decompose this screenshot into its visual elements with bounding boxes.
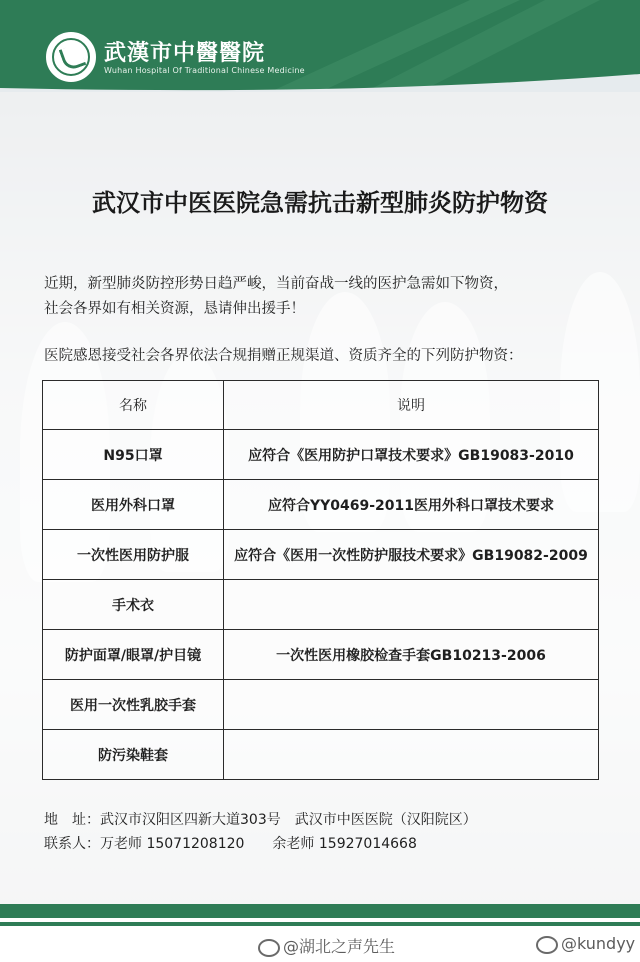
item-name: 医用外科口罩 [43, 480, 224, 530]
item-name: 医用一次性乳胶手套 [43, 680, 224, 730]
table-header-row [43, 381, 599, 430]
hospital-logo [46, 32, 96, 82]
item-name: 一次性医用防护服 [43, 530, 224, 580]
intro-line-2: 社会各界如有相关资源，恳请伸出援手！ [44, 301, 305, 317]
watermark-left-text: @湖北之声先生 [283, 937, 396, 956]
item-desc [224, 730, 599, 780]
header-desc: 说明 [224, 381, 599, 430]
intro-line-3: 医院感恩接受社会各界依法合规捐赠正规渠道、资质齐全的下列防护物资： [44, 348, 523, 364]
table-row [43, 730, 599, 780]
intro-line-1: 近期，新型肺炎防控形势日趋严峻，当前奋战一线的医护急需如下物资， [44, 276, 508, 292]
item-desc [224, 580, 599, 630]
table-row [43, 430, 599, 480]
item-name: 防污染鞋套 [43, 730, 224, 780]
item-name: 手术衣 [43, 580, 224, 630]
header-banner [0, 0, 640, 92]
header-shape [0, 0, 640, 92]
table-row [43, 530, 599, 580]
header-name: 名称 [43, 381, 224, 430]
item-desc: 应符合YY0469-2011医用外科口罩技术要求 [224, 480, 599, 530]
hospital-name: 武漢市中醫醫院 [104, 40, 266, 66]
hospital-name-en: Wuhan Hospital Of Traditional Chinese Medicine [104, 66, 305, 75]
watermark-left [258, 934, 395, 957]
contact-people-line: 联系人：万老师 15071208120 余老师 15927014668 [44, 836, 417, 852]
page-title: 武汉市中医医院急需抗击新型肺炎防护物资 [92, 189, 548, 217]
address-line: 地 址：武汉市汉阳区四新大道303号 武汉市中医医院（汉阳院区） [44, 812, 477, 828]
contact-info [44, 808, 624, 856]
table-row [43, 680, 599, 730]
table-row [43, 630, 599, 680]
table-row [43, 480, 599, 530]
item-name: N95口罩 [43, 430, 224, 480]
weibo-icon [258, 939, 280, 957]
item-desc: 应符合《医用一次性防护服技术要求》GB19082-2009 [224, 530, 599, 580]
item-name: 防护面罩/眼罩/护目镜 [43, 630, 224, 680]
item-desc: 一次性医用橡胶检查手套GB10213-2006 [224, 630, 599, 680]
supplies-table [42, 380, 599, 780]
item-desc: 应符合《医用防护口罩技术要求》GB19083-2010 [224, 430, 599, 480]
footer-bar [0, 904, 640, 918]
intro-text [44, 272, 604, 322]
item-desc [224, 680, 599, 730]
watermark-right [536, 934, 635, 954]
table-row [43, 580, 599, 630]
footer-line [0, 922, 640, 926]
weibo-icon [536, 936, 558, 954]
watermark-right-text: @kundyy [561, 934, 636, 953]
